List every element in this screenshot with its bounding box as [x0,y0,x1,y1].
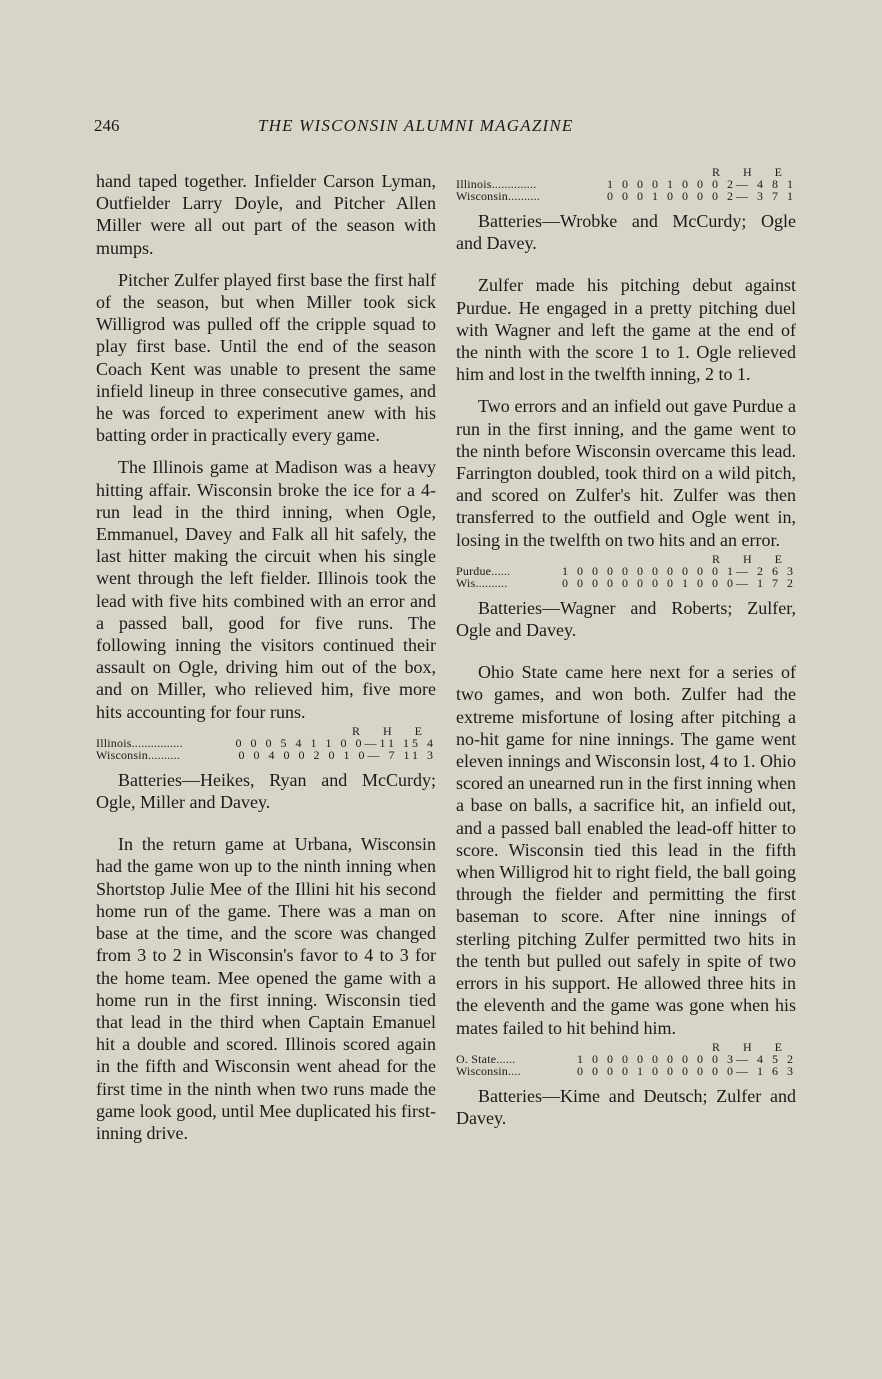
box-score-row [456,1065,796,1077]
team-name: Wisconsin.......... [456,189,540,203]
rhe-header: R H E [352,723,432,738]
left-column [96,170,436,1144]
paragraph: The Illinois game at Madison was a heavy hitting affair. Wisconsin broke the ice for a 4-run lead in the third inning, when Ogle, Emmanuel, Davey and Falk all hit safely, the last hitter making the circuit when his single went through the left fielder. Illinois took the lead with five hits combined with an error and a passed ball, good for five runs. The following inning the visitors continued their assault on Ogle, driving him out of the box, and on Miller, who relieved him, five more hits accounting for four runs. [96,457,436,722]
paragraph: hand taped together. Infielder Carson Lyman, Outfielder Larry Doyle, and Pitcher Allen Miller were all out part of the season with mumps. [96,171,436,258]
box-score-illinois-urbana [456,166,796,202]
line-score: 0 0 0 0 0 0 0 0 1 0 0 0— 1 7 2 [562,575,796,590]
team-name: Wisconsin.... [456,1063,521,1078]
line-score: 1 0 0 0 0 0 0 0 0 0 0 1— 2 6 3 [562,563,796,578]
line-score: 0 0 0 0 1 0 0 0 0 0 0— 1 6 3 [577,1063,796,1078]
paragraph: Two errors and an infield out gave Purdue a run in the first inning, and the game went to the ninth before Wisconsin overcame this lead. Farrington doubled, took third on a wild pitch, and scored on Zulfer's hit. Zulfer was then transferred to the outfield and Ogle went in, losing in the twelfth on two hits and an error. [456,396,796,550]
box-score-row [96,749,436,761]
paragraph: Ohio State came here next for a series of two games, and won both. Zulfer had the extreme misfortune of losing after pitching a no-hit game for nine innings. The game went eleven innings and Wisconsin lost, 4 to 1. Ohio scored an unearned run in the first inning when a base on balls, a sacrifice hit, an infield out, and a passed ball enabled the lead-off hitter to score. Wisconsin tied this lead in the fifth when Willigrod hit to right field, the ball going through the fielder and permitting the first baseman to score. After nine innings of sterling pitching Zulfer permitted two hits in the tenth but pulled out safely in spite of two errors in his support. He allowed three hits in the eleventh and the game was gone when his mates failed to hit behind him. [456,662,796,1038]
box-score-row [456,190,796,202]
team-name: Wisconsin.......... [96,747,180,762]
right-column [456,164,796,1129]
team-name: Wis.......... [456,575,508,590]
box-score-purdue [456,553,796,589]
team-name: Illinois................ [96,735,183,750]
paragraph: Pitcher Zulfer played first base the first half of the season, but when Miller took sick Willigrod was pulled off the cripple squad to play first base. Until the end of the season Coach Kent was unable to present the same infield lineup in three consecutive games, and he was forced to experiment anew with his batting order in practically every game. [96,269,436,446]
box-score-row [456,1053,796,1065]
batteries-line: Batteries—Heikes, Ryan and McCurdy; Ogle, Miller and Davey. [96,769,436,813]
section-gap [456,641,796,661]
rhe-header: R H E [712,165,792,179]
line-score: 1 0 0 0 1 0 0 0 2— 4 8 1 [607,177,796,191]
paragraph: Zulfer made his pitching debut against Purdue. He engaged in a pretty pitching duel with Wagner and left the game at the end of the ninth with the score 1 to 1. Ogle relieved him and lost in the twelfth inning, 2 to 1. [456,275,796,385]
rhe-header: R H E [712,1039,792,1054]
line-score: 0 0 4 0 0 2 0 1 0— 7 11 3 [238,747,436,762]
team-name: Illinois.............. [456,177,537,191]
line-score: 0 0 0 5 4 1 1 0 0—11 15 4 [235,735,436,750]
team-name: O. State...... [456,1051,516,1066]
team-name: Purdue...... [456,563,511,578]
box-score-ohio-state [456,1041,796,1077]
batteries-line: Batteries—Kime and Deutsch; Zulfer and Davey. [456,1085,796,1128]
page-header [94,116,634,140]
batteries-line: Batteries—Wagner and Roberts; Zulfer, Ogle and Davey. [456,597,796,641]
page-number: 246 [94,116,120,135]
running-title: THE WISCONSIN ALUMNI MAGAZINE [258,116,574,135]
rhe-header: R H E [712,551,792,566]
paragraph: In the return game at Urbana, Wisconsin had the game won up to the ninth inning when Shortstop Julie Mee of the Illini hit his second home run of the game. There was a man on base at the time, and the score was changed from 3 to 2 in Wisconsin's favor to 4 to 3 for the home team. Mee opened the game with a home run in the first inning. Wisconsin tied that lead in the third when Captain Emanuel hit a double and scored. Illinois scored again in the fifth and Wisconsin went ahead for the first time in the ninth when two runs made the game look good, until Mee duplicated his first-inning drive. [96,834,436,1143]
section-gap [96,813,436,833]
box-score-row [456,577,796,589]
line-score: 0 0 0 1 0 0 0 0 2— 3 7 1 [607,189,796,203]
line-score: 1 0 0 0 0 0 0 0 0 0 3— 4 5 2 [577,1051,796,1066]
batteries-line: Batteries—Wrobke and McCurdy; Ogle and Davey. [456,211,796,254]
box-score-illinois-madison [96,725,436,761]
section-gap [456,254,796,274]
